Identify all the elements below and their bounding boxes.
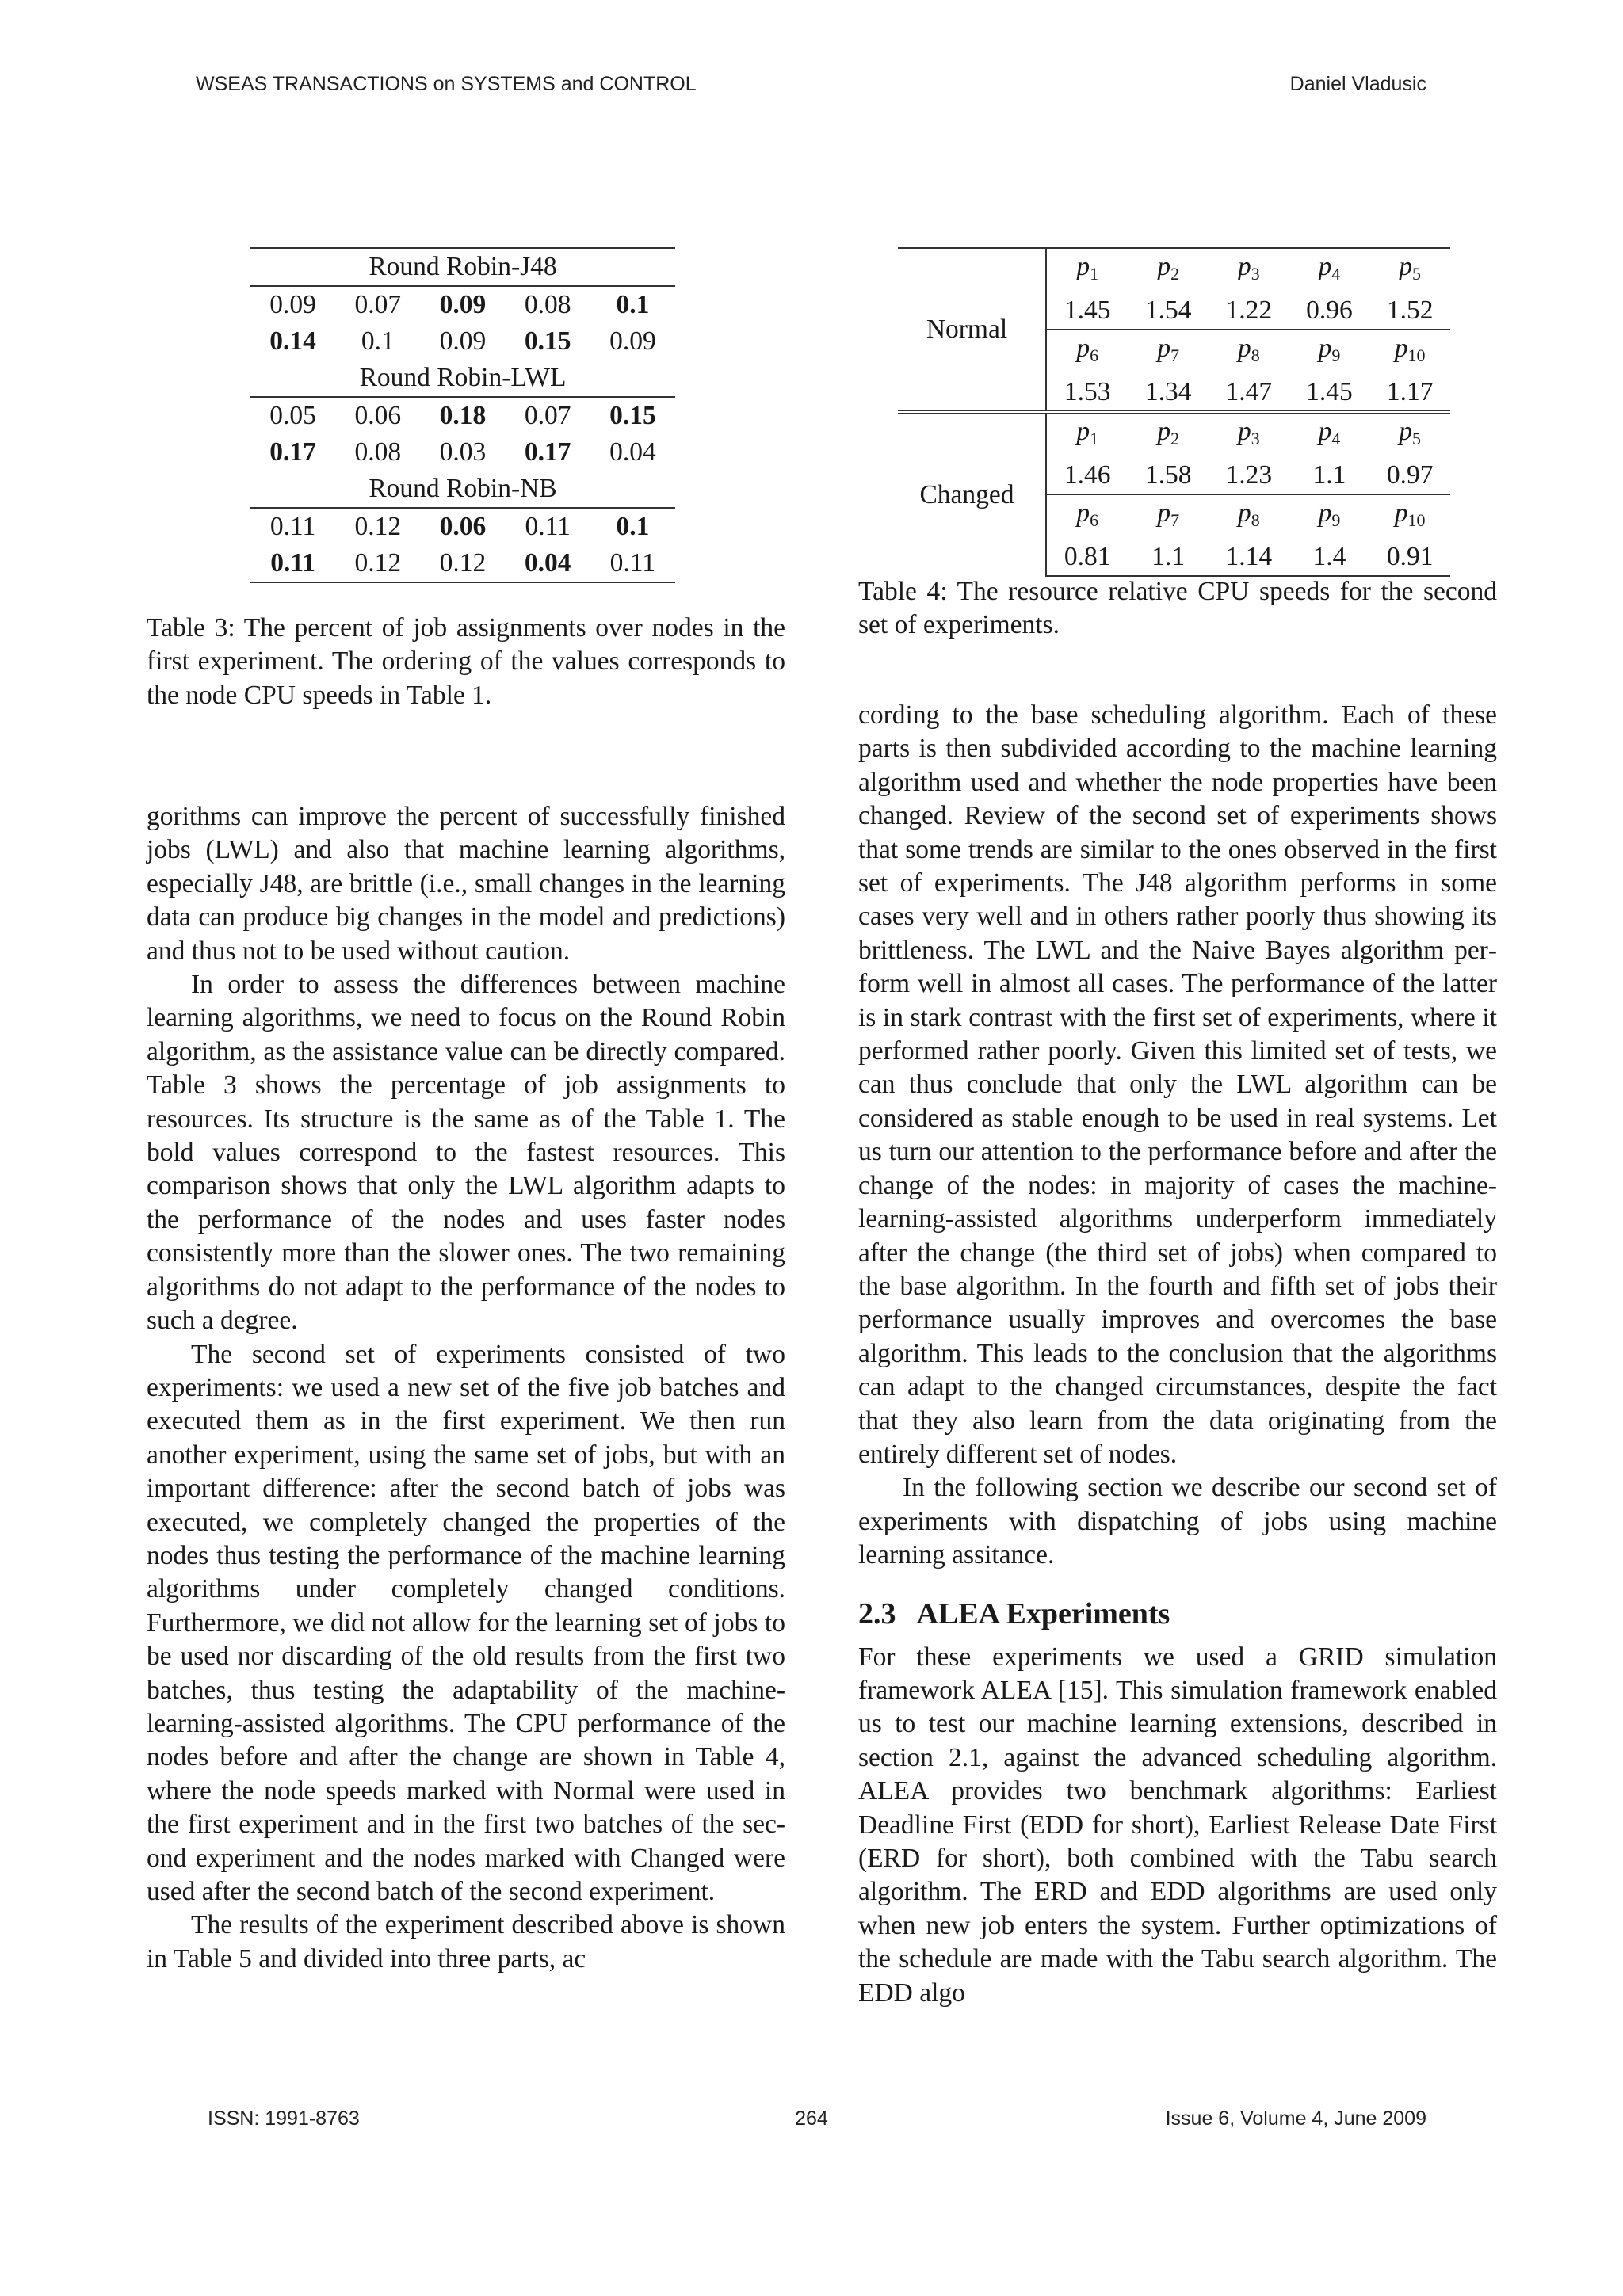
table-3-group-label: Round Robin-NB	[250, 471, 675, 508]
table-3-group-title	[250, 471, 675, 508]
table-4-cell: 0.81	[1046, 539, 1128, 576]
section-paragraph: For these experiments we used a GRID simulation framework ALEA [15]. This simulation framework enabled us to test our machine learning extensions, described in section 2.1, against the advanced scheduling algorithm. ALEA provides two benchmark algorithms: Earliest Deadline First (EDD for short), Earliest Release Date First (ERD for short), both combined with the Tabu search algorithm. The ERD and EDD algorithms are used only when new job enters the system. Further optimizations of the schedule are made with the Tabu search algorithm. The EDD algo	[858, 1642, 1497, 2008]
table-4-cell: 1.54	[1144, 296, 1192, 325]
table-4-param-header: $p_2$	[1128, 248, 1209, 292]
table-3-cell: 0.12	[420, 545, 505, 582]
table-4-cell: 1.1	[1128, 539, 1209, 576]
table-4-cell: 1.17	[1386, 377, 1434, 406]
table-3-cell: 0.12	[335, 545, 420, 582]
table-3-cell: 0.09	[269, 290, 316, 319]
table-4-cell: 1.45	[1306, 377, 1353, 406]
table-3-cell: 0.12	[354, 512, 402, 541]
table-4-cell: 1.14	[1209, 539, 1289, 576]
table-4-param-header: $p_4$	[1289, 248, 1370, 292]
running-header-journal: WSEAS TRANSACTIONS on SYSTEMS and CONTROL	[196, 73, 697, 95]
section-number: 2.3	[858, 1596, 896, 1630]
table-4-cell: 1.47	[1225, 377, 1273, 406]
table-4-param-header: $p_8$	[1209, 330, 1289, 374]
table-3-group-title	[250, 360, 675, 397]
right-column-paragraph: cording to the base scheduling algorithm. Each of these parts is then subdivided according to the machine learning algorithm used and whether the node properties have been changed. Review of the second set of experiments shows that some trends are similar to the ones observed in the first set of experiments. The J48 algorithm performs in some cases very well and in others rather poorly thus showing its brittleness. The LWL and the Naive Bayes algorithm perform well in almost all cases. The performance of the latter is in stark contrast with the first set of experiments, where it performed rather poorly. Given this limited set of tests, we can thus conclude that only the LWL algorithm can be considered as stable enough to be used in real systems. Let us turn our attention to the performance before and after the change of the nodes: in majority of cases the machine-learning-assisted algorithms underperform immediately after the change (the third set of jobs) when compared to the base algorithm. In the fourth and fifth set of jobs their performance usually improves and overcomes the base algorithm. This leads to the conclusion that the algorithms can adapt to the changed circumstances, despite the fact that they also learn from the data originating from the entirely different set of nodes.	[858, 700, 1497, 1469]
table-4-group-label: Normal	[898, 248, 1046, 412]
table-4-param-header: $p_4$	[1289, 412, 1370, 457]
table-3-cell: 0.06	[439, 512, 487, 541]
table-4-cell: 1.34	[1144, 377, 1192, 406]
table-4-param-header: $p_8$	[1209, 494, 1289, 539]
table-3-row	[250, 508, 675, 545]
table-3-group-title	[250, 248, 675, 286]
left-column-paragraph: gorithms can improve the percent of successfully finished jobs (LWL) and also that machine learning algorithms, especially J48, are brittle (i.e., small changes in the learning data can produce big changes in the model and predictions) and thus not to be used without caution.	[147, 802, 785, 966]
table-3-cell: 0.1	[616, 290, 650, 319]
right-column-paragraph: In the following section we describe our second set of experiments with dispatching of jobs using machine learning assitance.	[858, 1473, 1497, 1570]
table-4-param-header: $p_9$	[1289, 494, 1370, 539]
table-4	[898, 247, 1450, 577]
left-column-paragraph: The second set of experiments consisted of two experiments: we used a new set of the five job batches and executed them as in the first experiment. We then run another experiment, using the same set of jobs, but with an important difference: after the second batch of jobs was executed, we completely changed the properties of the nodes thus testing the performance of the machine learning algorithms under completely changed conditions. Furthermore, we did not allow for the learning set of jobs to be used nor discarding of the old results from the first two batches, thus testing the adaptability of the machine-learning-assisted algorithms. The CPU performance of the nodes before and after the change are shown in Table 4, where the node speeds marked with Normal were used in the first experiment and in the first two batches of the second experiment and the nodes marked with Changed were used after the second batch of the second experiment.	[147, 1339, 785, 1906]
table-3-cell: 0.17	[269, 437, 316, 467]
table-3-row	[250, 286, 675, 323]
table-3-cell: 0.15	[609, 401, 656, 430]
page-number: 264	[795, 2107, 828, 2130]
table-4-cell: 0.91	[1369, 539, 1450, 576]
table-3-cell: 0.15	[524, 326, 571, 356]
table-4-param-header: $p_2$	[1128, 412, 1209, 457]
table-4-param-header: $p_7$	[1128, 494, 1209, 539]
table-3-cell: 0.18	[439, 401, 487, 430]
table-3-row	[250, 397, 675, 434]
running-header-author: Daniel Vladusic	[1289, 73, 1426, 95]
table-4-cell: 1.52	[1386, 296, 1434, 325]
table-3-caption: Table 3: The percent of job assignments over nodes in the first experiment. The ordering of the values corresponds to the node CPU speeds in Table 1.	[147, 613, 785, 710]
table-4-param-header: $p_{10}$	[1369, 494, 1450, 539]
section-heading	[858, 1595, 1497, 1633]
table-4-param-header: $p_3$	[1209, 248, 1289, 292]
table-3-cell: 0.1	[616, 512, 650, 541]
table-4-param-header: $p_5$	[1369, 248, 1450, 292]
table-3-cell: 0.11	[525, 512, 571, 541]
footer-issue: Issue 6, Volume 4, June 2009	[1165, 2107, 1426, 2130]
table-3-cell: 0.07	[524, 401, 571, 430]
table-4-cell: 1.22	[1225, 296, 1273, 325]
table-4-cell: 0.97	[1386, 460, 1434, 490]
table-4-cell: 1.45	[1064, 296, 1111, 325]
section-title: ALEA Experiments	[916, 1596, 1170, 1630]
table-3-cell: 0.09	[439, 290, 487, 319]
table-3-cell: 0.11	[250, 545, 335, 582]
table-4-param-row	[898, 412, 1450, 457]
table-3-row	[250, 323, 675, 360]
table-3-cell: 0.05	[269, 401, 316, 430]
table-4-param-row	[898, 248, 1450, 292]
table-3-cell: 0.09	[439, 326, 487, 356]
table-3-cell: 0.04	[506, 545, 590, 582]
table-3-group-label: Round Robin-LWL	[250, 360, 675, 397]
table-3-cell: 0.06	[354, 401, 402, 430]
table-3-cell: 0.11	[590, 545, 675, 582]
table-4-param-header: $p_1$	[1046, 412, 1128, 457]
table-4-cell: 1.58	[1144, 460, 1192, 490]
left-column-paragraph: The results of the experiment described above is shown in Table 5 and divided into three parts, ac	[147, 1910, 785, 1974]
left-column-body	[147, 800, 785, 1976]
left-column-paragraph: In order to assess the differences between machine learning algorithms, we need to focus on the Round Robin algorithm, as the assistance value can be directly compared. Table 3 shows the percentage of job assignments to resources. Its structure is the same as of the Table 1. The bold values correspond to the fastest resources. This comparison shows that only the LWL algorithm adapts to the performance of the nodes and uses faster nodes consistently more than the slower ones. The two remaining algorithms do not adapt to the performance of the nodes to such a degree.	[147, 970, 785, 1336]
table-4-cell: 1.23	[1225, 460, 1273, 490]
table-3-cell: 0.14	[269, 326, 316, 356]
table-4-cell: 1.53	[1064, 377, 1111, 406]
table-3-cell: 0.03	[439, 437, 487, 467]
table-4-param-header: $p_6$	[1046, 330, 1128, 374]
table-3	[250, 247, 675, 583]
table-3-cell: 0.09	[609, 326, 656, 356]
right-column-body	[858, 699, 1497, 2010]
table-4-cell: 0.96	[1306, 296, 1353, 325]
table-4-cell: 1.4	[1289, 539, 1370, 576]
table-4-param-header: $p_1$	[1046, 248, 1128, 292]
table-3-cell: 0.11	[269, 512, 316, 541]
table-4-param-header: $p_5$	[1369, 412, 1450, 457]
table-3-cell: 0.1	[361, 326, 395, 356]
table-4-param-header: $p_9$	[1289, 330, 1370, 374]
table-4-param-header: $p_3$	[1209, 412, 1289, 457]
table-4-cell: 1.46	[1064, 460, 1111, 490]
table-3-cell: 0.08	[524, 290, 571, 319]
table-3-row	[250, 545, 675, 582]
table-4-param-header: $p_6$	[1046, 494, 1128, 539]
table-4-group-label: Changed	[898, 412, 1046, 576]
table-4-cell: 1.1	[1312, 460, 1346, 490]
table-4-param-header: $p_{10}$	[1369, 330, 1450, 374]
table-3-cell: 0.07	[354, 290, 402, 319]
table-4-caption: Table 4: The resource relative CPU speeds for the second set of experiments.	[858, 577, 1497, 640]
table-3-cell: 0.04	[609, 437, 656, 467]
table-3-cell: 0.08	[354, 437, 402, 467]
table-3-cell: 0.17	[524, 437, 571, 467]
footer-issn: ISSN: 1991-8763	[208, 2107, 360, 2130]
table-3-group-label: Round Robin-J48	[250, 248, 675, 286]
table-3-row	[250, 434, 675, 471]
table-4-param-header: $p_7$	[1128, 330, 1209, 374]
